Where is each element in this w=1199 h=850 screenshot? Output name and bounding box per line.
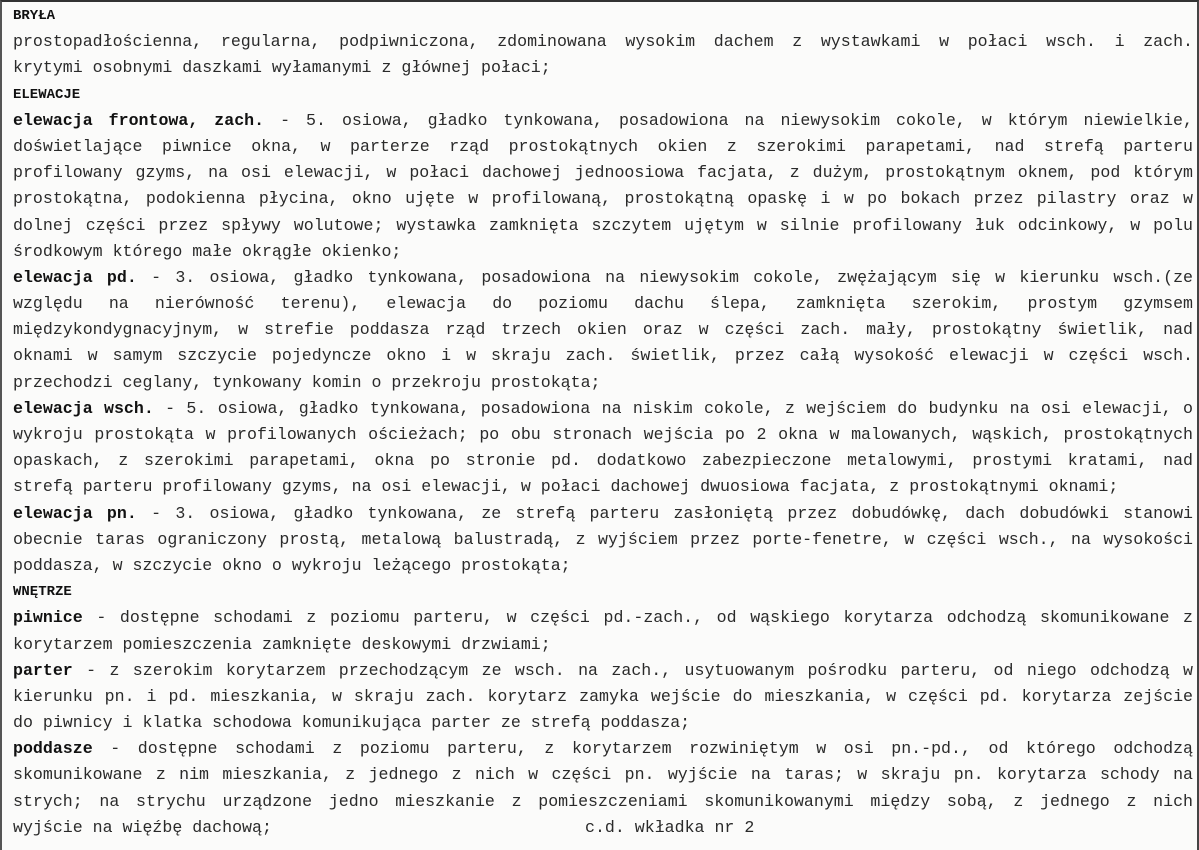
text-line	[13, 134, 1193, 160]
text-line	[13, 265, 1193, 291]
line-text: - z szerokim korytarzem przechodzącym ze wsch. na zach., usytuowanym pośrodku parteru, od niego odchodzą w	[72, 660, 1193, 680]
text-line	[13, 29, 1193, 55]
text-line	[13, 474, 1193, 500]
section-heading	[13, 579, 1193, 605]
text-line	[13, 527, 1193, 553]
paragraph-lead: elewacja pd.	[13, 267, 137, 287]
section-heading	[13, 3, 1193, 29]
text-line	[13, 291, 1193, 317]
text-line	[13, 213, 1193, 239]
text-line	[13, 317, 1193, 343]
text-line	[13, 710, 1193, 736]
line-text: względu na nierówność terenu), elewacja do poziomu dachu ślepa, zamknięta szerokim, prostym gzymsem	[13, 294, 1193, 314]
line-text: profilowany gzyms, na osi elewacji, w połaci dachowej jednoosiowa facjata, z dużym, prostokątnym oknem, pod którym	[13, 163, 1193, 183]
text-line	[13, 553, 1193, 579]
text-line	[13, 658, 1193, 684]
line-text: ELEWACJE	[13, 86, 81, 103]
line-text: oknami w samym szczycie pojedyncze okno i w skraju zach. świetlik, przez całą wysokość elewacji w części wsch.	[13, 346, 1193, 366]
line-text: dolnej części przez spływy wolutowe; wystawka zamknięta szczytem ujętym w silnie profilowany łuk odcinkowy, w polu	[13, 215, 1193, 235]
line-text: strefą parteru profilowany gzyms, na osi elewacji, w połaci dachowej dwuosiowa facjata, z prostokątnymi oknami;	[13, 477, 1119, 497]
text-line	[13, 789, 1193, 815]
section-heading	[13, 82, 1193, 108]
line-text: opaskach, z szerokimi parapetami, okna po stronie pd. dodatkowo zabezpieczone metalowymi, prostymi kratami, nad	[13, 451, 1193, 471]
line-text: - 3. osiowa, gładko tynkowana, ze strefą parteru zasłoniętą przez dobudówkę, dach dobudówki stanowi	[136, 503, 1193, 523]
line-text: WNĘTRZE	[13, 584, 72, 601]
paragraph-lead: poddasze	[13, 739, 93, 759]
text-line	[13, 815, 1193, 841]
paragraph-lead: elewacja pn.	[13, 503, 137, 523]
text-line	[13, 239, 1193, 265]
line-text: doświetlające piwnice okna, w parterze rząd prostokątnych okien z szerokimi parapetami, nad strefą parteru	[13, 136, 1193, 156]
line-text: korytarzem pomieszczenia zamknięte deskowymi drzwiami;	[13, 634, 551, 654]
line-text: prostokątna, podokienna płycina, okno ujęte w profilowaną, prostokątną opaskę i w po bokach przez pilastry oraz w	[13, 189, 1193, 209]
line-text: środkowym którego małe okrągłe okienko;	[13, 241, 402, 261]
line-text: wykroju prostokąta w profilowanych ościeżach; po obu stronach wejścia po 2 okna w malowanych, wąskich, prostokątnych	[13, 425, 1193, 444]
paragraph-lead: elewacja frontowa, zach.	[13, 110, 265, 130]
text-line	[13, 684, 1193, 710]
line-text: BRYŁA	[13, 8, 56, 24]
document-body	[13, 3, 1193, 841]
line-text: przechodzi ceglany, tynkowany komin o przekroju prostokąta;	[13, 372, 601, 392]
text-line	[13, 55, 1193, 81]
text-line	[13, 736, 1193, 762]
text-line	[13, 605, 1193, 631]
line-text: - 5. osiowa, gładko tynkowana, posadowiona na niskim cokole, z wejściem do budynku na osi elewacji, o	[153, 398, 1193, 418]
text-line	[13, 448, 1193, 474]
text-line	[13, 396, 1193, 422]
text-line	[13, 160, 1193, 186]
line-text: wyjście na więźbę dachową;	[13, 817, 272, 837]
text-line	[13, 422, 1193, 448]
line-text: - 5. osiowa, gładko tynkowana, posadowiona na niewysokim cokole, w którym niewielkie,	[264, 110, 1193, 130]
line-text: prostopadłościenna, regularna, podpiwniczona, zdominowana wysokim dachem z wystawkami w połaci wsch. i zach.	[13, 32, 1193, 52]
line-text: skomunikowane z nim mieszkania, z jednego z nich w części pn. wyjście na taras; w skraju pn. korytarza schody na	[13, 765, 1193, 785]
line-text: międzykondygnacyjnym, w strefie poddasza rząd trzech okien oraz w części zach. mały, prostokątny świetlik, nad	[13, 320, 1193, 340]
line-text: - 3. osiowa, gładko tynkowana, posadowiona na niewysokim cokole, zwężającym się w kierunku wsch.(ze	[136, 267, 1193, 287]
paragraph-lead: parter	[13, 660, 73, 680]
text-line	[13, 108, 1193, 134]
text-line	[13, 762, 1193, 788]
paragraph-lead: piwnice	[13, 608, 83, 628]
line-text: poddasza, w szczycie okno o wykroju leżącego prostokąta;	[13, 555, 571, 575]
text-line	[13, 186, 1193, 212]
line-text: krytymi osobnymi daszkami wyłamanymi z głównej połaci;	[13, 58, 551, 78]
text-line	[13, 632, 1193, 658]
paragraph-lead: elewacja wsch.	[13, 398, 154, 418]
line-text: do piwnicy i klatka schodowa komunikująca parter ze strefą poddasza;	[13, 713, 691, 733]
text-line	[13, 343, 1193, 369]
line-text: obecnie taras ograniczony prostą, metalową balustradą, z wyjściem przez porte-fenetre, w części wsch., na wysokości	[13, 529, 1193, 549]
line-text: - dostępne schodami z poziomu parteru, z korytarzem rozwiniętym w osi pn.-pd., od którego odchodzą	[92, 739, 1193, 759]
text-line	[13, 501, 1193, 527]
line-text: - dostępne schodami z poziomu parteru, w części pd.-zach., od wąskiego korytarza odchodzą skomunikowane z	[82, 608, 1193, 628]
continuation-note: c.d. wkładka nr 2	[585, 817, 755, 837]
text-line	[13, 370, 1193, 396]
line-text: strych; na strychu urządzone jedno mieszkanie z pomieszczeniami skomunikowanymi między sobą, z jednego z nich	[13, 791, 1193, 811]
line-text: kierunku pn. i pd. mieszkania, w skraju zach. korytarz zamyka wejście do mieszkania, w części pd. korytarza zejście	[13, 686, 1193, 706]
